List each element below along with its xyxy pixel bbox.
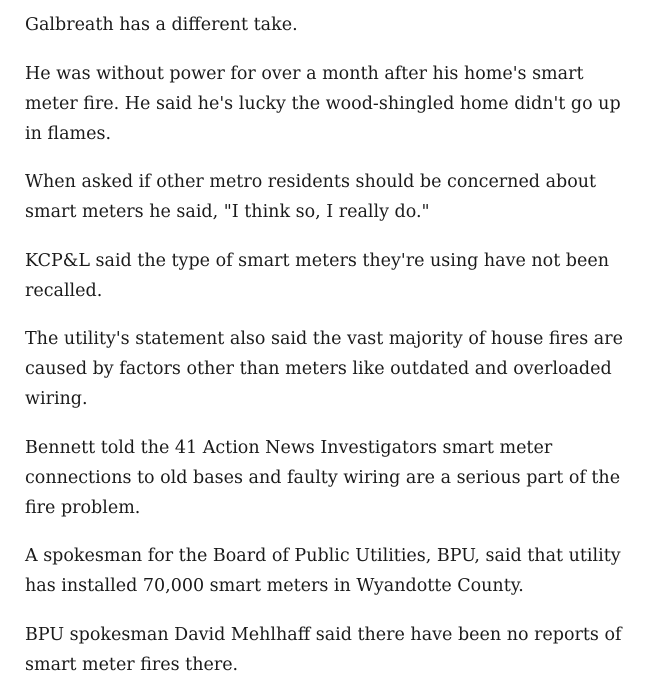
article-paragraph: When asked if other metro residents should be concerned about smart meters he said, "I think so, I really do." bbox=[25, 172, 597, 222]
article-body bbox=[25, 10, 635, 698]
article-paragraph: The utility's statement also said the vast majority of house fires are caused by factors other than meters like outdated and overloaded wiring. bbox=[25, 329, 623, 409]
article-paragraph: A spokesman for the Board of Public Utilities, BPU, said that utility has installed 70,000 smart meters in Wyandotte County. bbox=[25, 546, 621, 596]
article-paragraph: He was without power for over a month after his home's smart meter fire. He said he's lucky the wood-shingled home didn't go up in flames. bbox=[25, 63, 621, 144]
article-paragraph: KCP&L said the type of smart meters they're using have not been recalled. bbox=[25, 250, 609, 301]
article-paragraph: BPU spokesman David Mehlhaff said there have been no reports of smart meter fires there. bbox=[25, 624, 622, 675]
article-paragraph: Bennett told the 41 Action News Investigators smart meter connections to old bases and faulty wiring are a serious part of the fire problem. bbox=[25, 437, 621, 518]
article-paragraph: Galbreath has a different take. bbox=[25, 15, 298, 35]
